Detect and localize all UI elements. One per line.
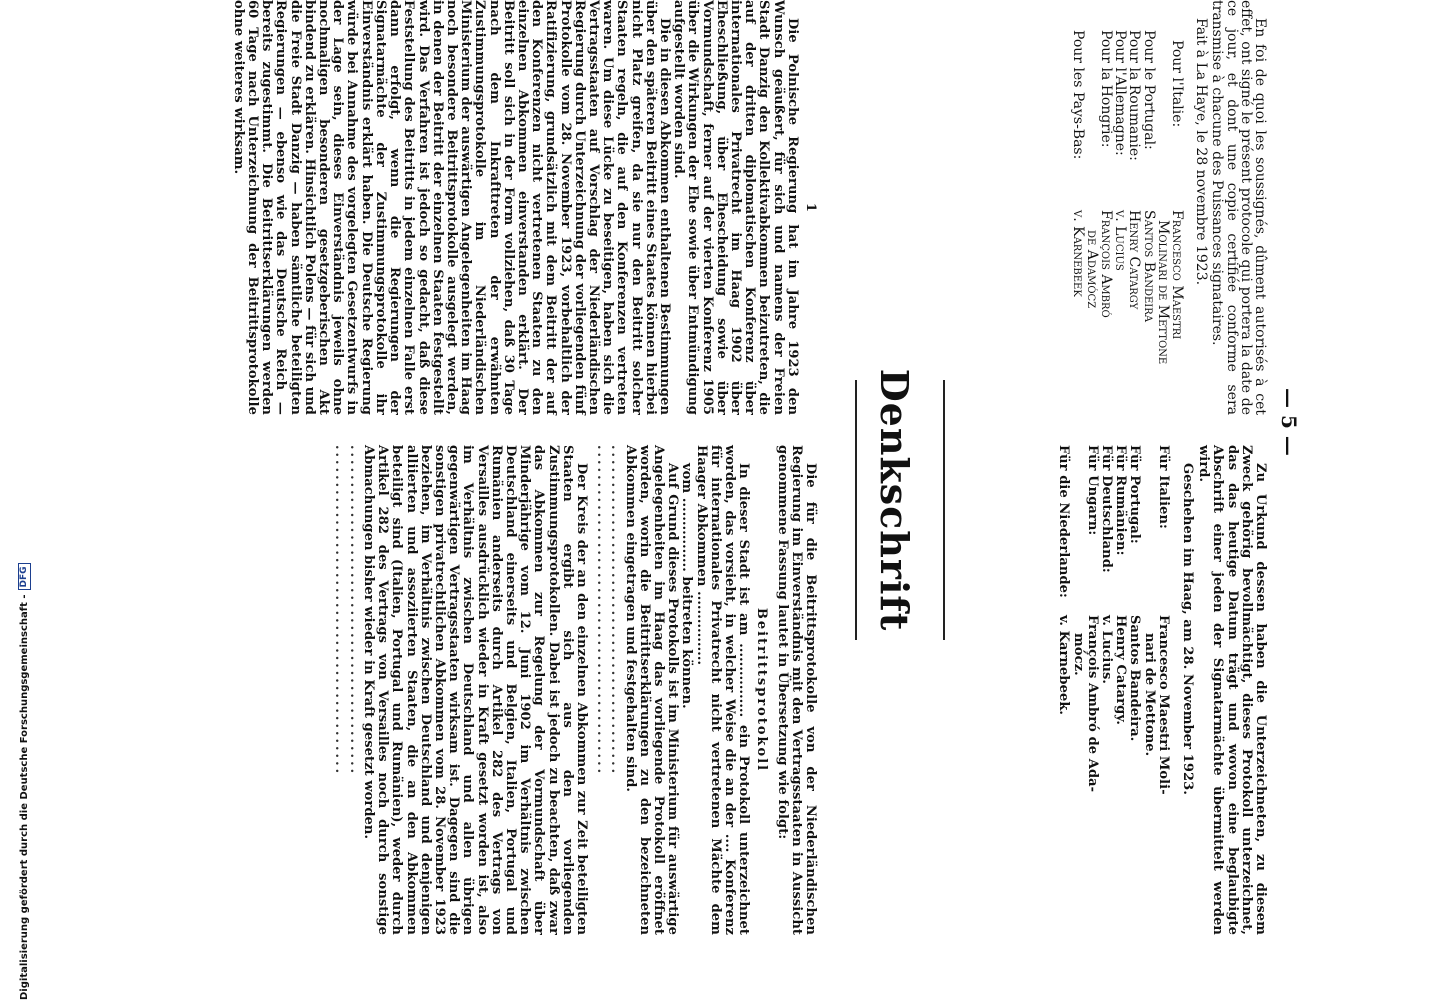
sig-name: Santos Bandeira [1140, 210, 1157, 323]
divider-rule [944, 380, 946, 640]
sig-name: Francesco Maestri [1168, 210, 1185, 340]
memo-right-column [332, 445, 817, 935]
sig-name: Francesco Maestri Moli- [1155, 615, 1171, 795]
document-title: Denkschrift [872, 368, 917, 632]
sig-name: v. Lucius [1112, 210, 1129, 271]
sig-name: v. Karnebeek [1069, 210, 1086, 297]
sig-name: de Adamócz [1083, 230, 1100, 309]
section-number: 1 [803, 202, 818, 213]
sig-name: François Ambró de Ada- [1084, 615, 1100, 793]
protocol-paragraph: In dieser Stadt ist am ................ ein Protokoll unterzeichnet worden, das vorsieht, in welcher Weise die an der .... Konferenz für internationales Privatrecht nicht vertretenen Mächte dem Haager Abkommen ................ [693, 445, 752, 935]
protocol-paragraph: Auf Grund dieses Protokolls ist im Ministerium für auswärtige Angelegenheiten im Haag das vorliegende Protokoll eröffnet worden, worin die Beitrittserklärungen zu den bezeichneten Abkommen eingetragen und festgehalten sind. [622, 445, 681, 935]
sig-name: Henry Catargy. [1113, 615, 1129, 726]
sig-name: Molinari de Mettone [1154, 220, 1171, 365]
french-date: Fait à La Haye, le 28 novembre 1923. [1193, 18, 1210, 286]
sig-country [1156, 0, 1170, 150]
divider-rule [856, 380, 858, 640]
sig-country: Pour l'Allemagne: [1112, 30, 1129, 156]
page-number: — 5 — [1277, 388, 1301, 456]
sig-country: Für die Niederlande: [1056, 445, 1072, 598]
sig-country: Für Ungarn: [1084, 445, 1100, 536]
sig-country [1070, 445, 1084, 615]
memo-paragraph: Die in diesen Abkommen enthaltenen Bestimmungen über den späteren Beitritt eines Staates können hierbei nicht Platz greifen, da sie nur den Beitritt solcher Staaten regeln, die auf den Konferenzen vertreten waren. Um diese Lücke zu beseitigen, haben sich die Vertragsstaaten auf Vorschlag der Niederländischen Regierung durch Unterzeichnung der vorliegenden fünf Protokolle vom 28. November 1923, vorbehaltlich der Ratifizierung, grundsätzlich mit dem Beitritt der auf den Konferenzen nicht vertretenen Staaten zu den einzelnen Abkommen einverstanden erklärt. Der Beitritt soll sich in der Form vollziehen, daß 30 Tage nach dem Inkrafttreten der erwähnten Zustimmungsprotokolle im Niederländischen Ministerium der auswärtigen Angelegenheiten im Haag noch besondere Beitrittsprotokolle ausgelegt werden, in denen der Beitritt der einzelnen Staaten festgestellt wird. Das Verfahren ist jedoch so gedacht, daß diese Feststellung des Beitritts in jedem einzelnen Falle erst dann erfolgt, wenn die Regierungen der Signatarmächte der Zustimmungsprotokolle ihr Einverständnis erklärt haben. Die Deutsche Regierung würde bei Annahme des vorgelegten Gesetzentwurfs in der Lage sein, dieses Einverständnis jeweils ohne nochmaligen besonderen gesetzgeberischen Akt bindend zu erklären. Hinsichtlich Polens — für sich und die Freie Stadt Danzig — haben sämtliche beteiligten Regierungen — ebenso wie das Deutsche Reich — bereits zugestimmt. Die Beitrittserklärungen werden 60 Tage nach Unterzeichnung der Beitrittsprotokolle ohne weiteres wirksam. [230, 0, 672, 415]
protocol-paragraph: vom ................ beitreten können. [679, 463, 695, 709]
sig-name: mócz. [1070, 633, 1086, 676]
french-paragraph: En foi de quoi les soussignés, dûment autorisés à cet effet, ont signé le présent protocole qui portera la date de ce jour, et dont une copie certifiée conforme sera transmise à chacune des Puissances signataires. [1209, 0, 1268, 415]
dotted-line: ............................................ [594, 445, 610, 777]
sig-country: Pour la Hongrie: [1097, 30, 1114, 148]
sig-country: Für Deutschland: [1098, 445, 1114, 573]
sig-country [1141, 445, 1155, 615]
sig-country [1085, 0, 1099, 150]
credit-text: Digitalisierung gefördert durch die Deutsche Forschungsgemeinschaft - [19, 594, 30, 1000]
sig-country: Für Rumänien: [1113, 445, 1129, 556]
credit-line [18, 0, 31, 1000]
sig-country: Pour le Portugal: [1140, 30, 1157, 150]
sig-country: Pour la Roumanie: [1126, 30, 1143, 161]
rotated-page-content [117, 0, 1317, 1000]
sig-name: François Ambró [1097, 210, 1114, 318]
german-paragraph: Zu Urkund dessen haben die Unterzeichneten, zu diesem Zweck gehörig bevollmächtigt, dieses Protokoll unterzeichnet, das das heutige Datum trägt und wovon eine beglaubigte Abschrift einer jeden der Signatarmächte übermittelt werden wird. [1196, 445, 1268, 935]
sig-name: Henry Catargy [1126, 210, 1143, 310]
sig-country: Pour les Pays-Bas: [1069, 30, 1086, 160]
dotted-line: ............................................ [346, 445, 362, 777]
memo-left-column [231, 0, 817, 415]
german-date: Geschehen im Haag, am 28. November 1923. [1179, 463, 1195, 795]
german-closing-block [1056, 445, 1267, 935]
memo-paragraph: Die Polnische Regierung hat im Jahre 1923 den Wunsch geäußert, für sich und namens der Freien Stadt Danzig den Kollektivabkommen beizutreten, die auf der dritten diplomatischen Konferenz über internationales Privatrecht im Haag 1902 über Eheschließung, über Ehescheidung sowie über Vormundschaft, ferner auf der vierten Konferenz 1905 über die Wirkungen der Ehe sowie über Entmündigung aufgestellt worden sind. [671, 0, 800, 415]
protocol-title: Beitrittsprotokoll [754, 607, 770, 773]
dotted-line: ............................................ [332, 445, 348, 777]
sig-country: Für Portugal: [1127, 445, 1143, 544]
sig-name: nari de Mettone. [1141, 633, 1157, 757]
sig-name: v. Lucius. [1098, 615, 1114, 685]
german-signatures [1056, 445, 1170, 935]
sig-country: Für Italien: [1155, 445, 1171, 529]
credit-sidebar [0, 0, 30, 1000]
sig-name: v. Karnebeek. [1056, 615, 1072, 716]
memo-paragraph: Der Kreis der an den einzelnen Abkommen zur Zeit beteiligten Staaten ergibt sich aus den vorliegenden Zustimmungsprotokollen. Dabei ist jedoch zu beachten, daß zwar das Abkommen zur Regelung der Vormundschaft über Minderjährige vom 12. Juni 1902 im Verhältnis zwischen Deutschland einerseits und Belgien, Italien, Portugal und Rumänien anderseits durch Artikel 282 des Vertrags von Versailles ausdrücklich wieder in Kraft gesetzt worden ist, also im Verhältnis zwischen Deutschland und allen übrigen gegenwärtigen Vertragsstaaten wirksam ist. Dagegen sind die sonstigen privatrechtlichen Abkommen vom 28. November 1923 beziehen, im Verhältnis zwischen Deutschland und denjenigen alliierten und assoziierten Staaten, die an den Abkommen beteiligt sind (Italien, Portugal und Rumänien), weder durch Artikel 282 des Vertrags von Versailles noch durch sonstige Abmachungen bisher wieder in Kraft gesetzt worden. [360, 445, 589, 935]
french-closing-block [1070, 0, 1267, 415]
sig-name: Santos Bandeira. [1127, 615, 1143, 742]
french-signatures [1070, 0, 1184, 415]
intro-paragraph: Die für die Beitrittsprotokolle von der Niederländischen Regierung im Einverständnis mit den Vertragsstaaten in Aussicht genommene Fassung lautet in Übersetzung wie folgt: [774, 445, 818, 935]
sig-country: Pour l'Italie: [1168, 40, 1185, 128]
dotted-line: ............................................ [608, 445, 624, 777]
dfg-logo: DFG [18, 563, 31, 590]
